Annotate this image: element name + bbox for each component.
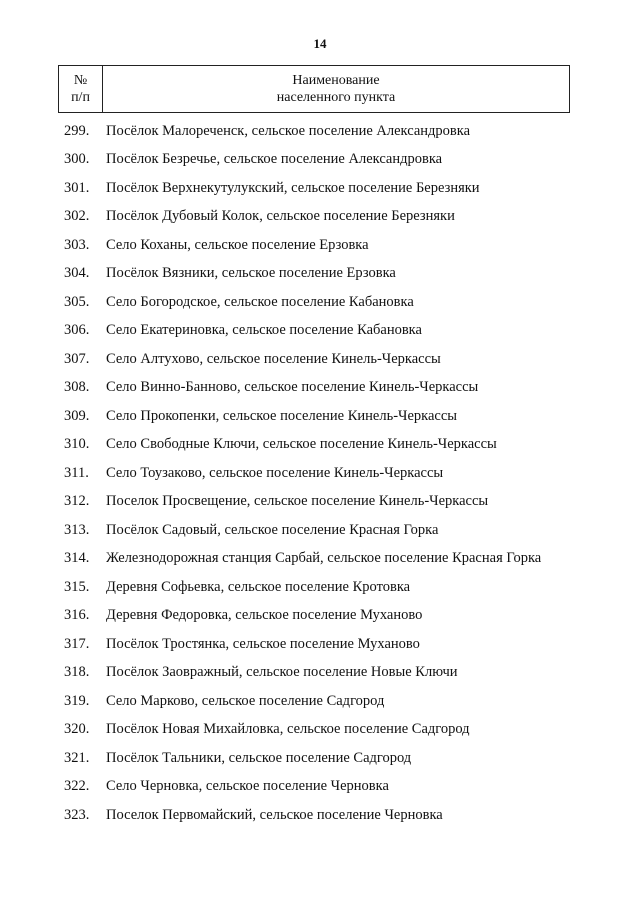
- list-item: [64, 602, 634, 631]
- list-item-name: Село Екатериновка, сельское поселение Кабановка: [106, 322, 422, 339]
- list-item-name: Село Богородское, сельское поселение Кабановка: [106, 293, 414, 310]
- settlement-list: [64, 117, 634, 830]
- list-item-name: Посёлок Малореченск, сельское поселение Александровка: [106, 122, 471, 139]
- list-item-name: Деревня Федоровка, сельское поселение Муханово: [106, 607, 423, 624]
- header-number-line2: п/п: [71, 90, 90, 105]
- list-item-name: Посёлок Заовражный, сельское поселение Новые Ключи: [106, 664, 458, 681]
- table-header: [58, 65, 570, 113]
- list-item-number: 301.: [64, 179, 90, 196]
- list-item-name: Посёлок Садовый, сельское поселение Красная Горка: [106, 521, 439, 538]
- list-item-name: Посёлок Верхнекутулукский, сельское поселение Березняки: [106, 179, 480, 196]
- list-item-number: 303.: [64, 236, 90, 253]
- list-item-number: 319.: [64, 692, 90, 709]
- list-item: [64, 174, 634, 203]
- list-item-name: Посёлок Тальники, сельское поселение Садгород: [106, 749, 412, 766]
- list-item-name: Посёлок Тростянка, сельское поселение Муханово: [106, 635, 420, 652]
- list-item-number: 321.: [64, 749, 90, 766]
- list-item-number: 302.: [64, 208, 90, 225]
- header-name-line1: Наименование: [292, 73, 380, 88]
- list-item-number: 318.: [64, 664, 90, 681]
- list-item-name: Поселок Первомайский, сельское поселение Черновка: [106, 806, 443, 823]
- list-item: [64, 687, 634, 716]
- list-item-number: 320.: [64, 721, 90, 738]
- list-item-number: 317.: [64, 635, 90, 652]
- list-item-number: 308.: [64, 379, 90, 396]
- header-number-column: [59, 66, 103, 112]
- list-item-number: 311.: [64, 464, 89, 481]
- list-item: [64, 345, 634, 374]
- list-item-number: 315.: [64, 578, 90, 595]
- list-item: [64, 744, 634, 773]
- list-item-number: 304.: [64, 265, 90, 282]
- list-item-number: 310.: [64, 436, 90, 453]
- list-item-number: 322.: [64, 778, 90, 795]
- list-item-number: 309.: [64, 407, 90, 424]
- list-item: [64, 260, 634, 289]
- header-number-line1: №: [73, 73, 88, 88]
- list-item: [64, 630, 634, 659]
- list-item-name: Село Марково, сельское поселение Садгород: [106, 692, 385, 709]
- list-item-name: Село Тоузаково, сельское поселение Кинель-Черкассы: [106, 464, 444, 481]
- list-item: [64, 402, 634, 431]
- header-name-line2: населенного пункта: [276, 90, 396, 105]
- list-item-number: 314.: [64, 550, 90, 567]
- list-item-name: Посёлок Безречье, сельское поселение Александровка: [106, 151, 443, 168]
- list-item: [64, 716, 634, 745]
- list-item-number: 306.: [64, 322, 90, 339]
- list-item-number: 305.: [64, 293, 90, 310]
- list-item: [64, 117, 634, 146]
- list-item: [64, 146, 634, 175]
- list-item-name: Поселок Просвещение, сельское поселение Кинель-Черкассы: [106, 493, 489, 510]
- list-item: [64, 488, 634, 517]
- list-item: [64, 659, 634, 688]
- list-item: [64, 317, 634, 346]
- list-item: [64, 516, 634, 545]
- list-item: [64, 573, 634, 602]
- list-item-number: 316.: [64, 607, 90, 624]
- list-item-name: Село Винно-Банново, сельское поселение Кинель-Черкассы: [106, 379, 479, 396]
- list-item-name: Посёлок Вязники, сельское поселение Ерзовка: [106, 265, 396, 282]
- list-item-name: Железнодорожная станция Сарбай, сельское поселение Красная Горка: [106, 550, 542, 567]
- list-item: [64, 545, 634, 574]
- list-item-name: Село Черновка, сельское поселение Черновка: [106, 778, 389, 795]
- list-item-name: Деревня Софьевка, сельское поселение Кротовка: [106, 578, 411, 595]
- list-item-name: Село Коханы, сельское поселение Ерзовка: [106, 236, 369, 253]
- list-item-number: 312.: [64, 493, 90, 510]
- list-item-number: 323.: [64, 806, 90, 823]
- list-item-number: 307.: [64, 350, 90, 367]
- list-item-name: Посёлок Новая Михайловка, сельское поселение Садгород: [106, 721, 470, 738]
- list-item: [64, 231, 634, 260]
- list-item-name: Село Алтухово, сельское поселение Кинель-Черкассы: [106, 350, 441, 367]
- list-item: [64, 801, 634, 830]
- list-item: [64, 203, 634, 232]
- list-item-name: Посёлок Дубовый Колок, сельское поселение Березняки: [106, 208, 455, 225]
- page-number: 14: [313, 36, 327, 51]
- list-item-name: Село Прокопенки, сельское поселение Кинель-Черкассы: [106, 407, 458, 424]
- list-item-number: 313.: [64, 521, 90, 538]
- list-item-name: Село Свободные Ключи, сельское поселение Кинель-Черкассы: [106, 436, 497, 453]
- list-item-number: 300.: [64, 151, 90, 168]
- list-item: [64, 288, 634, 317]
- list-item: [64, 773, 634, 802]
- header-name-column: [103, 66, 569, 112]
- list-item-number: 299.: [64, 122, 90, 139]
- list-item: [64, 431, 634, 460]
- list-item: [64, 459, 634, 488]
- list-item: [64, 374, 634, 403]
